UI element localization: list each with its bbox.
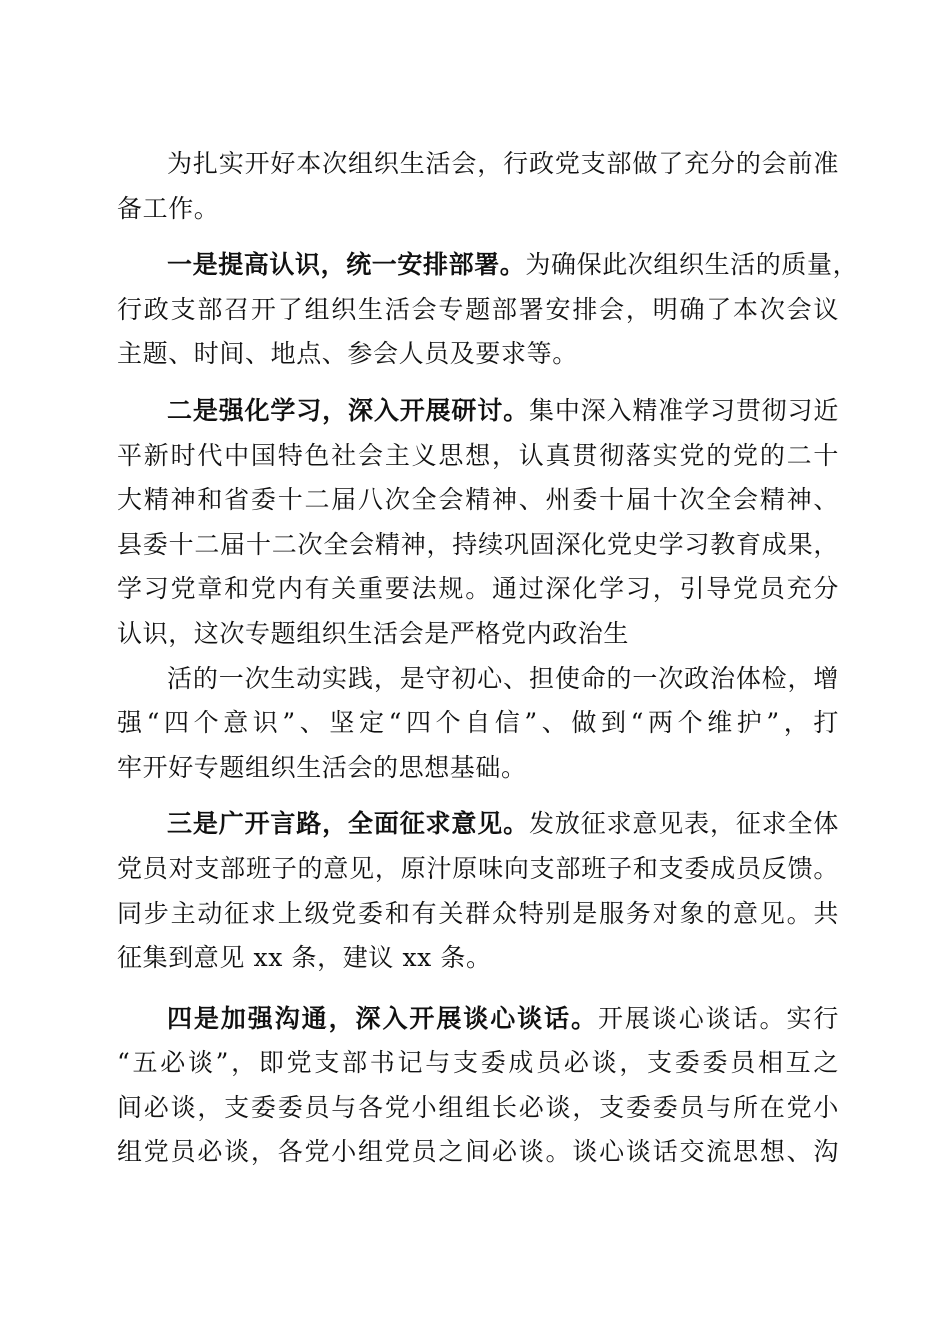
text-line: 学习党章和党内有关重要法规。通过深化学习，引导党员充分: [117, 574, 839, 604]
text-line: 间必谈，支委委员与各党小组组长必谈，支委委员与所在党小: [117, 1092, 839, 1122]
paragraph-lead: 一是提高认识，统一安排部署。: [167, 250, 526, 280]
text-line: “五必谈”，即党支部书记与支委成员必谈，支委委员相互之: [117, 1048, 839, 1078]
text-line: [117, 243, 859, 288]
text-line: 为扎实开好本次组织生活会，行政党支部做了充分的会前准: [167, 149, 839, 178]
text-line: 党员对支部班子的意见，原汁原味向支部班子和支委成员反馈。: [117, 853, 839, 883]
paragraph-point-one: [117, 243, 859, 377]
paragraph-point-four: [117, 997, 839, 1175]
text-line: 强“四个意识”、坚定“四个自信”、做到“两个维护”，打: [117, 708, 839, 738]
text-line: 活的一次生动实践，是守初心、担使命的一次政治体检，增: [167, 663, 839, 693]
text-line: 行政支部召开了组织生活会专题部署安排会，明确了本次会议: [117, 294, 839, 324]
paragraph-lead: 四是加强沟通，深入开展谈心谈话。: [167, 1003, 598, 1033]
text-line: [117, 389, 839, 434]
paragraph-intro: [117, 142, 839, 231]
paragraph-point-three: [117, 802, 839, 980]
text-line: [117, 802, 839, 847]
text-line: 牢开好专题组织生活会的思想基础。: [117, 752, 527, 782]
document-body: [117, 142, 859, 1175]
paragraph-lead: 二是强化学习，深入开展研讨。: [167, 395, 529, 425]
paragraph-lead: 三是广开言路，全面征求意见。: [167, 809, 529, 839]
text-line: 备工作。: [117, 193, 220, 223]
text-line: [117, 997, 839, 1042]
text-line: 主题、时间、地点、参会人员及要求等。: [117, 339, 578, 369]
text-line: 认识，这次专题组织生活会是严格党内政治生: [117, 618, 630, 648]
text-line-rest: 发放征求意见表，征求全体: [528, 809, 839, 839]
paragraph-continuation: [117, 657, 839, 791]
text-line-rest: 开展谈心谈话。实行: [597, 1003, 839, 1033]
text-line-rest: 集中深入精准学习贯彻习近: [528, 395, 839, 425]
text-line: 征集到意见 xx 条，建议 xx 条。: [117, 943, 492, 973]
text-line: 组党员必谈，各党小组党员之间必谈。谈心谈话交流思想、沟: [117, 1137, 839, 1167]
text-line-rest: 为确保此次组织生活的质量，: [525, 250, 859, 280]
text-line: 县委十二届十二次全会精神，持续巩固深化党史学习教育成果，: [117, 529, 839, 559]
text-line: 平新时代中国特色社会主义思想，认真贯彻落实党的党的二十: [117, 440, 839, 470]
text-line: 大精神和省委十二届八次全会精神、州委十届十次全会精神、: [117, 485, 839, 515]
text-line: 同步主动征求上级党委和有关群众特别是服务对象的意见。共: [117, 898, 839, 928]
paragraph-point-two: [117, 389, 839, 657]
